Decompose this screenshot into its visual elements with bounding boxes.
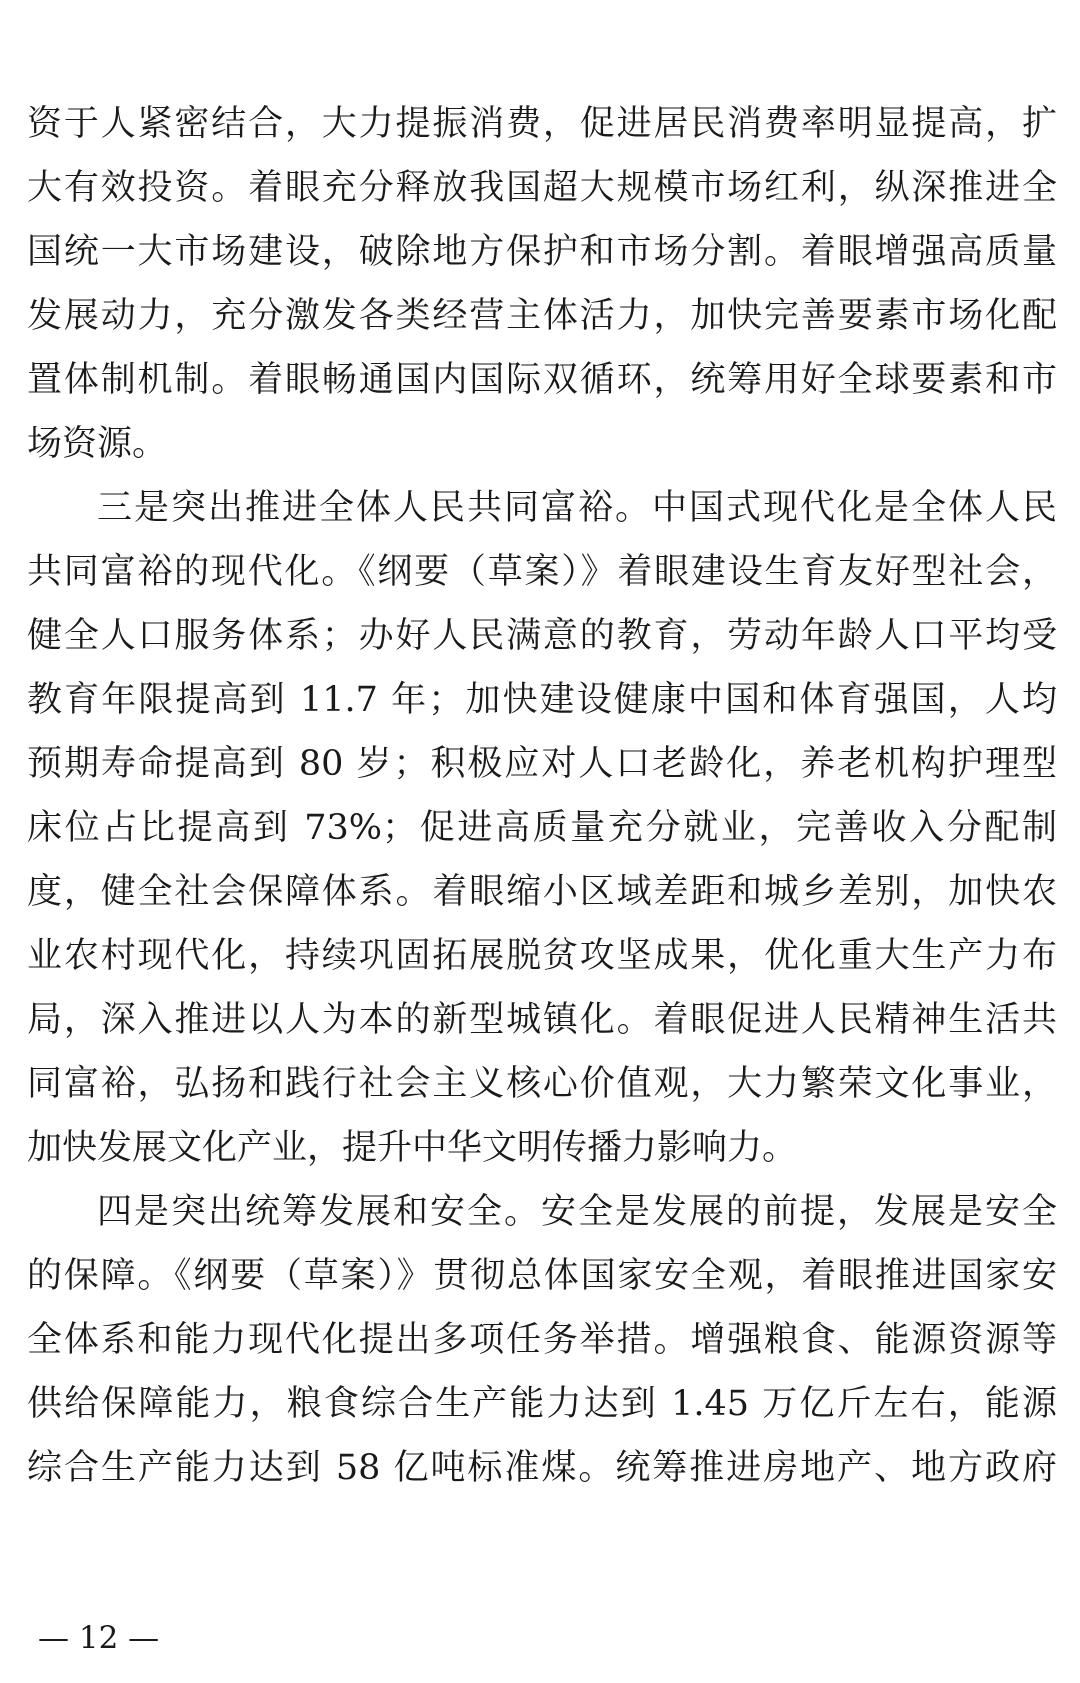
text-line: 综合生产能力达到 58 亿吨标准煤。统筹推进房地产、地方政府 (27, 1448, 1057, 1488)
text-line: 同富裕，弘扬和践行社会主义核心价值观，大力繁荣文化事业， (27, 1064, 1057, 1104)
text-line: 健全人口服务体系；办好人民满意的教育，劳动年龄人口平均受 (27, 616, 1057, 656)
text-line: 场资源。 (27, 424, 168, 464)
text-line: 的保障。《纲要（草案）》贯彻总体国家安全观，着眼推进国家安 (27, 1256, 1057, 1296)
page-number: — 12 — (38, 1620, 160, 1656)
text-line: 全体系和能力现代化提出多项任务举措。增强粮食、能源资源等 (27, 1320, 1057, 1360)
text-line: 置体制机制。着眼畅通国内国际双循环，统筹用好全球要素和市 (27, 360, 1057, 400)
text-line: 供给保障能力，粮食综合生产能力达到 1.45 万亿斤左右，能源 (27, 1384, 1057, 1424)
text-line: 加快发展文化产业，提升中华文明传播力影响力。 (27, 1128, 798, 1168)
text-line: 发展动力，充分激发各类经营主体活力，加快完善要素市场化配 (27, 296, 1057, 336)
text-line: 局，深入推进以人为本的新型城镇化。着眼促进人民精神生活共 (27, 1000, 1057, 1040)
text-line: 共同富裕的现代化。《纲要（草案）》着眼建设生育友好型社会， (27, 552, 1057, 592)
text-line: 度，健全社会保障体系。着眼缩小区域差距和城乡差别，加快农 (27, 872, 1057, 912)
text-line: 预期寿命提高到 80 岁；积极应对人口老龄化，养老机构护理型 (27, 744, 1057, 784)
text-line: 国统一大市场建设，破除地方保护和市场分割。着眼增强高质量 (27, 232, 1057, 272)
paragraph-first-line: 四是突出统筹发展和安全。安全是发展的前提，发展是安全 (97, 1192, 1057, 1232)
text-line: 资于人紧密结合，大力提振消费，促进居民消费率明显提高，扩 (27, 104, 1057, 144)
paragraph-first-line: 三是突出推进全体人民共同富裕。中国式现代化是全体人民 (97, 488, 1057, 528)
text-line: 大有效投资。着眼充分释放我国超大规模市场红利，纵深推进全 (27, 168, 1057, 208)
text-line: 床位占比提高到 73%；促进高质量充分就业，完善收入分配制 (27, 808, 1057, 848)
text-line: 业农村现代化，持续巩固拓展脱贫攻坚成果，优化重大生产力布 (27, 936, 1057, 976)
text-line: 教育年限提高到 11.7 年；加快建设健康中国和体育强国，人均 (27, 680, 1057, 720)
